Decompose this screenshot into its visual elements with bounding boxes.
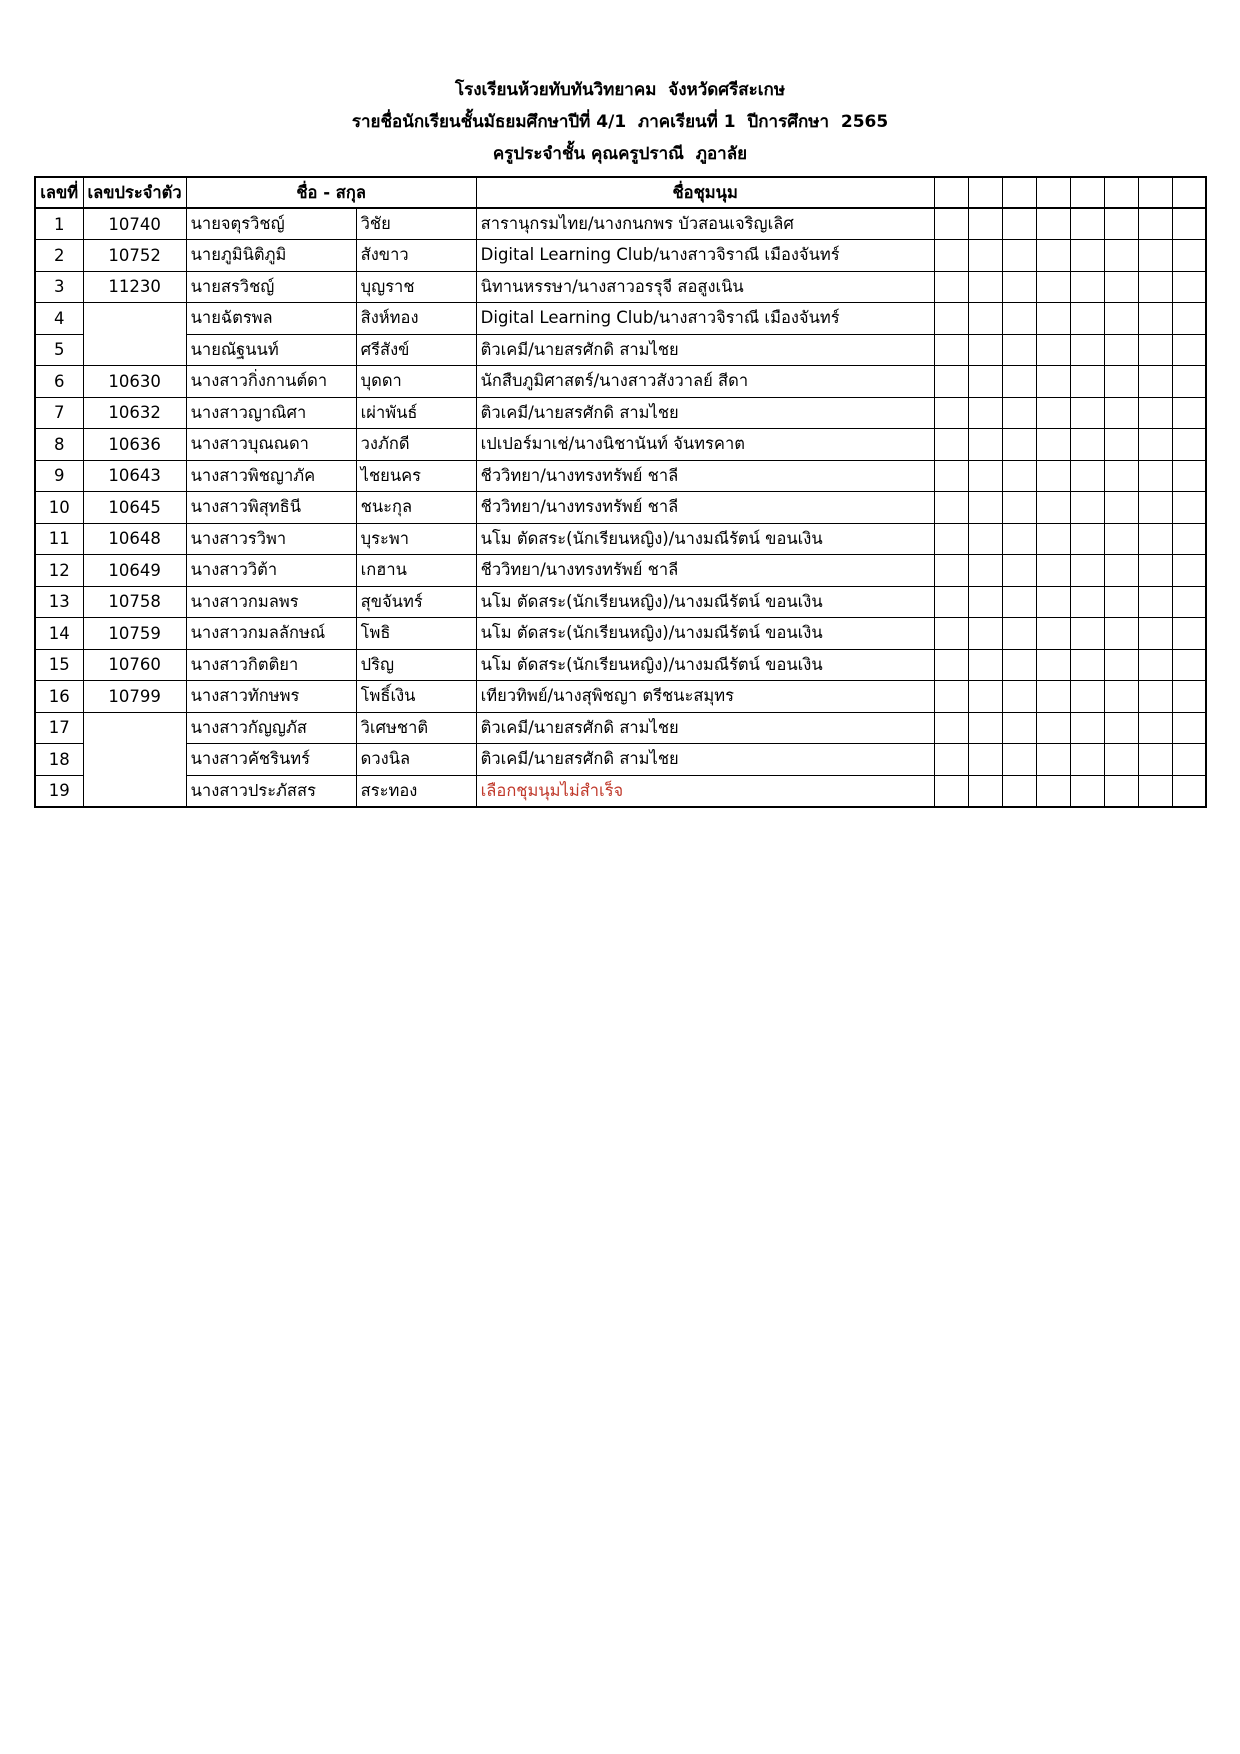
- blank-check-cell: [1070, 366, 1104, 398]
- student-first-name: นางสาวคัชรินทร์: [186, 744, 356, 776]
- blank-check-cell: [1138, 618, 1172, 650]
- blank-check-cell: [1070, 712, 1104, 744]
- blank-check-cell: [1138, 271, 1172, 303]
- blank-check-cell: [1070, 618, 1104, 650]
- blank-header-cell: [1070, 177, 1104, 208]
- blank-check-cell: [1036, 208, 1070, 240]
- blank-check-cell: [1002, 618, 1036, 650]
- student-first-name: นางสาวประภัสสร: [186, 775, 356, 807]
- blank-check-cell: [1070, 775, 1104, 807]
- student-id: [83, 744, 186, 776]
- blank-check-cell: [968, 397, 1002, 429]
- student-id: 10759: [83, 618, 186, 650]
- blank-check-cell: [1172, 681, 1206, 713]
- blank-check-cell: [934, 492, 968, 524]
- blank-check-cell: [1104, 429, 1138, 461]
- student-last-name: สระทอง: [356, 775, 476, 807]
- blank-check-cell: [1104, 712, 1138, 744]
- blank-check-cell: [1070, 429, 1104, 461]
- student-first-name: นางสาวกมลลักษณ์: [186, 618, 356, 650]
- blank-check-cell: [1002, 775, 1036, 807]
- blank-header-cell: [1172, 177, 1206, 208]
- student-id: 10740: [83, 208, 186, 240]
- blank-header-cell: [934, 177, 968, 208]
- blank-check-cell: [1002, 429, 1036, 461]
- blank-check-cell: [1172, 397, 1206, 429]
- student-last-name: ศรีสังข์: [356, 334, 476, 366]
- blank-check-cell: [1172, 649, 1206, 681]
- blank-check-cell: [1036, 366, 1070, 398]
- blank-check-cell: [1002, 744, 1036, 776]
- blank-check-cell: [968, 240, 1002, 272]
- blank-check-cell: [1036, 303, 1070, 335]
- blank-check-cell: [1036, 618, 1070, 650]
- student-id: 10760: [83, 649, 186, 681]
- blank-header-cell: [968, 177, 1002, 208]
- student-last-name: ดวงนิล: [356, 744, 476, 776]
- row-number: 13: [35, 586, 83, 618]
- table-row: [35, 712, 1206, 744]
- table-row: [35, 649, 1206, 681]
- row-number: 15: [35, 649, 83, 681]
- blank-check-cell: [1070, 523, 1104, 555]
- table-row: [35, 366, 1206, 398]
- club-name: ติวเคมี/นายสรศักดิ สามไชย: [476, 744, 934, 776]
- table-row: [35, 744, 1206, 776]
- student-last-name: บุดดา: [356, 366, 476, 398]
- student-last-name: สุขจันทร์: [356, 586, 476, 618]
- table-row: [35, 492, 1206, 524]
- student-first-name: นางสาวญาณิศา: [186, 397, 356, 429]
- blank-check-cell: [1036, 649, 1070, 681]
- blank-check-cell: [968, 712, 1002, 744]
- student-last-name: โพธิ: [356, 618, 476, 650]
- blank-check-cell: [1036, 429, 1070, 461]
- blank-check-cell: [1036, 775, 1070, 807]
- school-title: โรงเรียนห้วยทับทันวิทยาคม จังหวัดศรีสะเกษ: [454, 80, 786, 100]
- row-number: 18: [35, 744, 83, 776]
- student-first-name: นายภูมินิติภูมิ: [186, 240, 356, 272]
- blank-check-cell: [1172, 775, 1206, 807]
- club-name: นิทานหรรษา/นางสาวอรรุจี สอสูงเนิน: [476, 271, 934, 303]
- student-first-name: นางสาวกิ่งกานต์ดา: [186, 366, 356, 398]
- blank-check-cell: [1002, 208, 1036, 240]
- student-first-name: นายฉัตรพล: [186, 303, 356, 335]
- club-name: ชีววิทยา/นางทรงทรัพย์ ชาลี: [476, 492, 934, 524]
- blank-check-cell: [968, 775, 1002, 807]
- blank-check-cell: [1172, 492, 1206, 524]
- blank-check-cell: [934, 397, 968, 429]
- row-number: 9: [35, 460, 83, 492]
- blank-check-cell: [1104, 681, 1138, 713]
- blank-check-cell: [968, 460, 1002, 492]
- blank-check-cell: [1002, 649, 1036, 681]
- blank-check-cell: [968, 618, 1002, 650]
- row-number: 16: [35, 681, 83, 713]
- header-number: เลขที่: [35, 177, 83, 208]
- blank-header-cell: [1036, 177, 1070, 208]
- blank-check-cell: [934, 334, 968, 366]
- blank-check-cell: [1070, 334, 1104, 366]
- blank-check-cell: [1036, 681, 1070, 713]
- blank-check-cell: [934, 303, 968, 335]
- blank-check-cell: [1138, 334, 1172, 366]
- student-id: 10649: [83, 555, 186, 587]
- student-first-name: นางสาวทักษพร: [186, 681, 356, 713]
- blank-check-cell: [1036, 397, 1070, 429]
- student-last-name: สิงห์ทอง: [356, 303, 476, 335]
- student-last-name: เผ่าพันธ์: [356, 397, 476, 429]
- blank-check-cell: [1070, 555, 1104, 587]
- student-id: 10645: [83, 492, 186, 524]
- student-id: [83, 303, 186, 335]
- club-status-error: เลือกชุมนุมไม่สำเร็จ: [476, 775, 934, 807]
- blank-check-cell: [1138, 586, 1172, 618]
- blank-check-cell: [968, 523, 1002, 555]
- student-last-name: ปริญ: [356, 649, 476, 681]
- blank-check-cell: [1036, 744, 1070, 776]
- student-first-name: นางสาวกัญญภัส: [186, 712, 356, 744]
- blank-check-cell: [1036, 334, 1070, 366]
- blank-check-cell: [1036, 712, 1070, 744]
- blank-check-cell: [1138, 712, 1172, 744]
- blank-check-cell: [1138, 240, 1172, 272]
- student-last-name: สังขาว: [356, 240, 476, 272]
- student-id: 11230: [83, 271, 186, 303]
- table-row: [35, 208, 1206, 240]
- blank-check-cell: [1070, 240, 1104, 272]
- blank-check-cell: [1070, 681, 1104, 713]
- blank-check-cell: [934, 240, 968, 272]
- blank-header-cell: [1104, 177, 1138, 208]
- blank-check-cell: [1138, 492, 1172, 524]
- blank-check-cell: [1172, 460, 1206, 492]
- row-number: 7: [35, 397, 83, 429]
- student-last-name: โพธิ์เงิน: [356, 681, 476, 713]
- blank-check-cell: [1138, 744, 1172, 776]
- club-name: Digital Learning Club/นางสาวจิราณี เมืองจันทร์: [476, 240, 934, 272]
- blank-check-cell: [934, 681, 968, 713]
- student-last-name: วิชัย: [356, 208, 476, 240]
- blank-check-cell: [1036, 523, 1070, 555]
- blank-check-cell: [934, 429, 968, 461]
- blank-check-cell: [1002, 271, 1036, 303]
- blank-check-cell: [1104, 366, 1138, 398]
- blank-check-cell: [1172, 208, 1206, 240]
- student-id: 10630: [83, 366, 186, 398]
- student-first-name: นางสาวพิสุทธินี: [186, 492, 356, 524]
- student-first-name: นายจตุรวิชญ์: [186, 208, 356, 240]
- blank-check-cell: [934, 618, 968, 650]
- blank-check-cell: [968, 334, 1002, 366]
- row-number: 1: [35, 208, 83, 240]
- student-id: 10643: [83, 460, 186, 492]
- row-number: 8: [35, 429, 83, 461]
- class-list-title: รายชื่อนักเรียนชั้นมัธยมศึกษาปีที่ 4/1 ภาคเรียนที่ 1 ปีการศึกษา 2565: [351, 112, 889, 132]
- student-first-name: นางสาวรวิพา: [186, 523, 356, 555]
- blank-check-cell: [1172, 271, 1206, 303]
- student-last-name: ไชยนคร: [356, 460, 476, 492]
- blank-check-cell: [934, 712, 968, 744]
- blank-check-cell: [1172, 712, 1206, 744]
- blank-check-cell: [934, 271, 968, 303]
- student-last-name: วิเศษชาติ: [356, 712, 476, 744]
- club-name: นักสืบภูมิศาสตร์/นางสาวสังวาลย์ สีดา: [476, 366, 934, 398]
- student-first-name: นายสรวิชญ์: [186, 271, 356, 303]
- blank-check-cell: [1002, 555, 1036, 587]
- blank-header-cell: [1138, 177, 1172, 208]
- row-number: 6: [35, 366, 83, 398]
- student-roster-table: [34, 176, 1207, 808]
- student-id: 10799: [83, 681, 186, 713]
- row-number: 12: [35, 555, 83, 587]
- table-row: [35, 523, 1206, 555]
- blank-check-cell: [1104, 586, 1138, 618]
- blank-check-cell: [1172, 240, 1206, 272]
- blank-check-cell: [1104, 208, 1138, 240]
- club-name: เปเปอร์มาเช่/นางนิชานันท์ จันทรคาต: [476, 429, 934, 461]
- blank-check-cell: [1172, 744, 1206, 776]
- student-last-name: บุระพา: [356, 523, 476, 555]
- blank-check-cell: [968, 555, 1002, 587]
- club-name: นโม ตัดสระ(นักเรียนหญิง)/นางมณีรัตน์ ขอนเงิน: [476, 618, 934, 650]
- club-name: นโม ตัดสระ(นักเรียนหญิง)/นางมณีรัตน์ ขอนเงิน: [476, 523, 934, 555]
- student-last-name: บุญราช: [356, 271, 476, 303]
- blank-check-cell: [1172, 429, 1206, 461]
- student-id: [83, 334, 186, 366]
- row-number: 11: [35, 523, 83, 555]
- blank-check-cell: [1036, 460, 1070, 492]
- blank-check-cell: [1104, 775, 1138, 807]
- blank-check-cell: [1104, 240, 1138, 272]
- blank-check-cell: [1104, 303, 1138, 335]
- header-club: ชื่อชุมนุม: [476, 177, 934, 208]
- blank-check-cell: [1104, 744, 1138, 776]
- blank-check-cell: [1104, 492, 1138, 524]
- blank-check-cell: [1172, 303, 1206, 335]
- blank-check-cell: [1070, 492, 1104, 524]
- blank-check-cell: [1002, 492, 1036, 524]
- blank-check-cell: [968, 429, 1002, 461]
- club-name: ติวเคมี/นายสรศักดิ สามไชย: [476, 397, 934, 429]
- club-name: นโม ตัดสระ(นักเรียนหญิง)/นางมณีรัตน์ ขอนเงิน: [476, 586, 934, 618]
- blank-check-cell: [968, 492, 1002, 524]
- blank-check-cell: [968, 271, 1002, 303]
- roster-body: [35, 208, 1206, 807]
- student-id: [83, 775, 186, 807]
- row-number: 2: [35, 240, 83, 272]
- table-row: [35, 271, 1206, 303]
- blank-check-cell: [1002, 712, 1036, 744]
- header-student-id: เลขประจำตัว: [83, 177, 186, 208]
- blank-check-cell: [1138, 208, 1172, 240]
- blank-check-cell: [1070, 271, 1104, 303]
- row-number: 19: [35, 775, 83, 807]
- student-first-name: นางสาวพิชญาภัค: [186, 460, 356, 492]
- blank-check-cell: [934, 649, 968, 681]
- blank-check-cell: [1002, 681, 1036, 713]
- row-number: 14: [35, 618, 83, 650]
- student-last-name: เกฮาน: [356, 555, 476, 587]
- blank-check-cell: [1138, 429, 1172, 461]
- blank-check-cell: [1172, 618, 1206, 650]
- blank-check-cell: [1104, 618, 1138, 650]
- page-header: [0, 74, 1240, 170]
- blank-check-cell: [1070, 586, 1104, 618]
- club-name: ชีววิทยา/นางทรงทรัพย์ ชาลี: [476, 555, 934, 587]
- student-first-name: นางสาววิต้า: [186, 555, 356, 587]
- blank-check-cell: [1138, 649, 1172, 681]
- blank-check-cell: [1138, 460, 1172, 492]
- blank-check-cell: [1104, 271, 1138, 303]
- club-name: ติวเคมี/นายสรศักดิ สามไชย: [476, 712, 934, 744]
- blank-check-cell: [1036, 240, 1070, 272]
- blank-check-cell: [1070, 208, 1104, 240]
- blank-header-cell: [1002, 177, 1036, 208]
- row-number: 3: [35, 271, 83, 303]
- blank-check-cell: [1036, 586, 1070, 618]
- student-last-name: ชนะกุล: [356, 492, 476, 524]
- club-name: Digital Learning Club/นางสาวจิราณี เมืองจันทร์: [476, 303, 934, 335]
- blank-check-cell: [1138, 523, 1172, 555]
- blank-check-cell: [934, 523, 968, 555]
- student-first-name: นายณัฐนนท์: [186, 334, 356, 366]
- club-name: ชีววิทยา/นางทรงทรัพย์ ชาลี: [476, 460, 934, 492]
- blank-check-cell: [1002, 303, 1036, 335]
- blank-check-cell: [1002, 397, 1036, 429]
- table-row: [35, 397, 1206, 429]
- blank-check-cell: [968, 366, 1002, 398]
- blank-check-cell: [934, 366, 968, 398]
- club-name: ติวเคมี/นายสรศักดิ สามไชย: [476, 334, 934, 366]
- blank-check-cell: [1070, 303, 1104, 335]
- student-id: 10648: [83, 523, 186, 555]
- blank-check-cell: [1002, 366, 1036, 398]
- student-id: 10636: [83, 429, 186, 461]
- student-id: 10758: [83, 586, 186, 618]
- blank-check-cell: [1138, 555, 1172, 587]
- student-first-name: นางสาวกิตติยา: [186, 649, 356, 681]
- club-name: นโม ตัดสระ(นักเรียนหญิง)/นางมณีรัตน์ ขอนเงิน: [476, 649, 934, 681]
- blank-check-cell: [1138, 366, 1172, 398]
- blank-check-cell: [1002, 523, 1036, 555]
- student-id: 10752: [83, 240, 186, 272]
- student-last-name: วงภักดี: [356, 429, 476, 461]
- blank-check-cell: [968, 681, 1002, 713]
- blank-check-cell: [968, 744, 1002, 776]
- blank-check-cell: [934, 744, 968, 776]
- club-name: เทียวทิพย์/นางสุพิชญา ตรีชนะสมุทร: [476, 681, 934, 713]
- row-number: 5: [35, 334, 83, 366]
- table-row: [35, 555, 1206, 587]
- homeroom-teacher: ครูประจำชั้น คุณครูปราณี ภูอาลัย: [492, 144, 748, 164]
- table-row: [35, 429, 1206, 461]
- blank-check-cell: [1002, 334, 1036, 366]
- club-name: สารานุกรมไทย/นางกนกพร บัวสอนเจริญเลิศ: [476, 208, 934, 240]
- table-row: [35, 775, 1206, 807]
- blank-check-cell: [1138, 303, 1172, 335]
- blank-check-cell: [1104, 397, 1138, 429]
- table-header-row: [35, 177, 1206, 208]
- blank-check-cell: [968, 586, 1002, 618]
- blank-check-cell: [1104, 334, 1138, 366]
- blank-check-cell: [1172, 555, 1206, 587]
- blank-check-cell: [968, 303, 1002, 335]
- student-id: [83, 712, 186, 744]
- blank-check-cell: [1002, 586, 1036, 618]
- blank-check-cell: [1138, 775, 1172, 807]
- blank-check-cell: [1138, 681, 1172, 713]
- blank-check-cell: [1070, 744, 1104, 776]
- blank-check-cell: [934, 460, 968, 492]
- header-name: ชื่อ - สกุล: [186, 177, 476, 208]
- table-row: [35, 240, 1206, 272]
- row-number: 4: [35, 303, 83, 335]
- student-id: 10632: [83, 397, 186, 429]
- row-number: 17: [35, 712, 83, 744]
- blank-check-cell: [934, 555, 968, 587]
- blank-check-cell: [1036, 492, 1070, 524]
- table-row: [35, 618, 1206, 650]
- blank-check-cell: [1138, 397, 1172, 429]
- row-number: 10: [35, 492, 83, 524]
- table-row: [35, 460, 1206, 492]
- table-row: [35, 334, 1206, 366]
- table-row: [35, 586, 1206, 618]
- blank-check-cell: [968, 649, 1002, 681]
- blank-check-cell: [1036, 555, 1070, 587]
- blank-check-cell: [1002, 240, 1036, 272]
- student-first-name: นางสาวบุณณดา: [186, 429, 356, 461]
- blank-check-cell: [968, 208, 1002, 240]
- blank-check-cell: [1070, 397, 1104, 429]
- table-row: [35, 303, 1206, 335]
- blank-check-cell: [1172, 334, 1206, 366]
- blank-check-cell: [1070, 460, 1104, 492]
- blank-check-cell: [1172, 523, 1206, 555]
- blank-check-cell: [934, 586, 968, 618]
- blank-check-cell: [934, 775, 968, 807]
- blank-check-cell: [1104, 649, 1138, 681]
- blank-check-cell: [1104, 555, 1138, 587]
- blank-check-cell: [1036, 271, 1070, 303]
- blank-check-cell: [1002, 460, 1036, 492]
- blank-check-cell: [934, 208, 968, 240]
- blank-check-cell: [1070, 649, 1104, 681]
- blank-check-cell: [1172, 586, 1206, 618]
- table-row: [35, 681, 1206, 713]
- student-first-name: นางสาวกมลพร: [186, 586, 356, 618]
- blank-check-cell: [1172, 366, 1206, 398]
- blank-check-cell: [1104, 523, 1138, 555]
- blank-check-cell: [1104, 460, 1138, 492]
